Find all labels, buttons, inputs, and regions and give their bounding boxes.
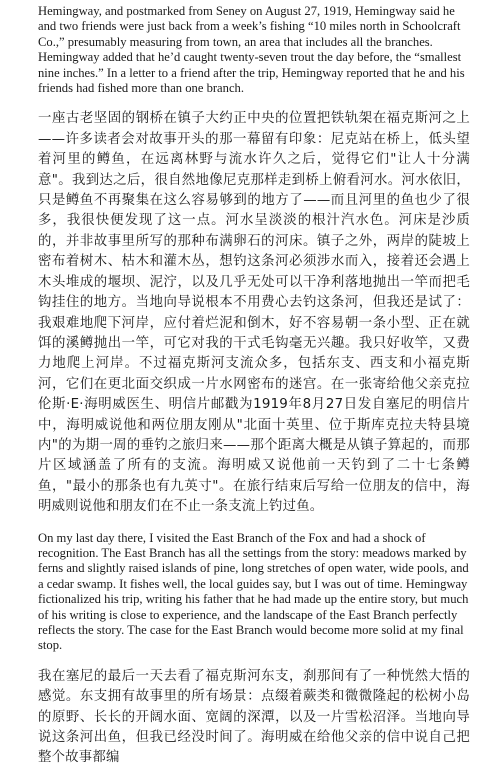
english-paragraph-east-branch: On my last day there, I visited the East Branch of the Fox and had a shock of recognition. The East Branch has all the settings from the story: meadows marked by ferns and slightly raised islands of pine, long stretches of open water, wide pools, and a cedar swamp. It fishes well, the local guides say, but I was out of time. Hemingway fictionalized his trip, writing his father that he had made up the entire story, but much of his writing is close to experience, and the landscape of the East Branch perfectly reflects the story. The case for the East Branch would become more solid at my final stop. — [38, 530, 469, 653]
chinese-paragraph-east-branch: 我在塞尼的最后一天去看了福克斯河东支，刹那间有了一种恍然大悟的感觉。东支拥有故事里的所有场景：点缀着蕨类和微微隆起的松树小岛的原野、长长的开阔水面、宽阔的深潭，以及一片雪松沼泽。当地向导说这条河出鱼，但我已经没时间了。海明威在给他父亲的信中说自己把整个故事都编 — [38, 668, 470, 766]
article-page — [38, 4, 470, 782]
chinese-paragraph-bridge-and-river: 一座古老坚固的钢桥在镇子大约正中央的位置把铁轨架在福克斯河之上——许多读者会对故事开头的那一幕留有印象：尼克站在桥上，低头望着河里的鳟鱼，在远离林野与流水许久之后，觉得它们"让人十分满意"。我到达之后，很自然地像尼克那样走到桥上俯看河水。河水依旧，只是鳟鱼不再聚集在这么容易够到的地方了——而且河里的鱼也少了很多，我很快便发现了这一点。河水呈淡淡的根汁汽水色。河床是沙质的，并非故事里所写的那种布满卵石的河床。镇子之外，两岸的陡坡上密布着树木、枯木和灌木丛，想钓这条河必须涉水而入，接着还会遇上木头堆成的堰坝、泥泞，以及几乎无处可以干净利落地抛出一竿而把毛钩挂住的地方。当地向导说根本不用费心去钓这条河，但我还是试了：我艰难地爬下河岸，应付着烂泥和倒木，好不容易朝一条小型、正在就饵的溪鳟抛出一竿，可它对我的干式毛钩毫无兴趣。我只好收竿，又费力地爬上河岸。不过福克斯河支流众多，包括东支、西支和小福克斯河，它们在更北面交织成一片水网密布的迷宫。在一张寄给他父亲克拉伦斯·E·海明威医生、明信片邮戳为1919年8月27日发自塞尼的明信片中，海明威说他和两位朋友刚从"北面十英里、位于斯库克拉夫特县境内"的为期一周的垂钓之旅归来——那个距离大概是从镇子算起的，而那片区域涵盖了所有的支流。海明威又说他前一天钓到了二十七条鳟鱼，"最小的那条也有九英寸"。在旅行结束后写给一位朋友的信中，海明威则说他和朋友们在不止一条支流上钓过鱼。 — [38, 111, 470, 515]
english-paragraph-letter-summary: Hemingway, and postmarked from Seney on August 27, 1919, Hemingway said he and two friends were just back from a week’s fishing “10 miles north in Schoolcraft Co.,” presumably measuring from town, an area that includes all the branches. Hemingway added that he’d caught twenty-seven trout the day before, the “smallest nine inches.” In a letter to a friend after the trip, Hemingway reported that he and his friends had fished more than one branch. — [38, 4, 465, 96]
